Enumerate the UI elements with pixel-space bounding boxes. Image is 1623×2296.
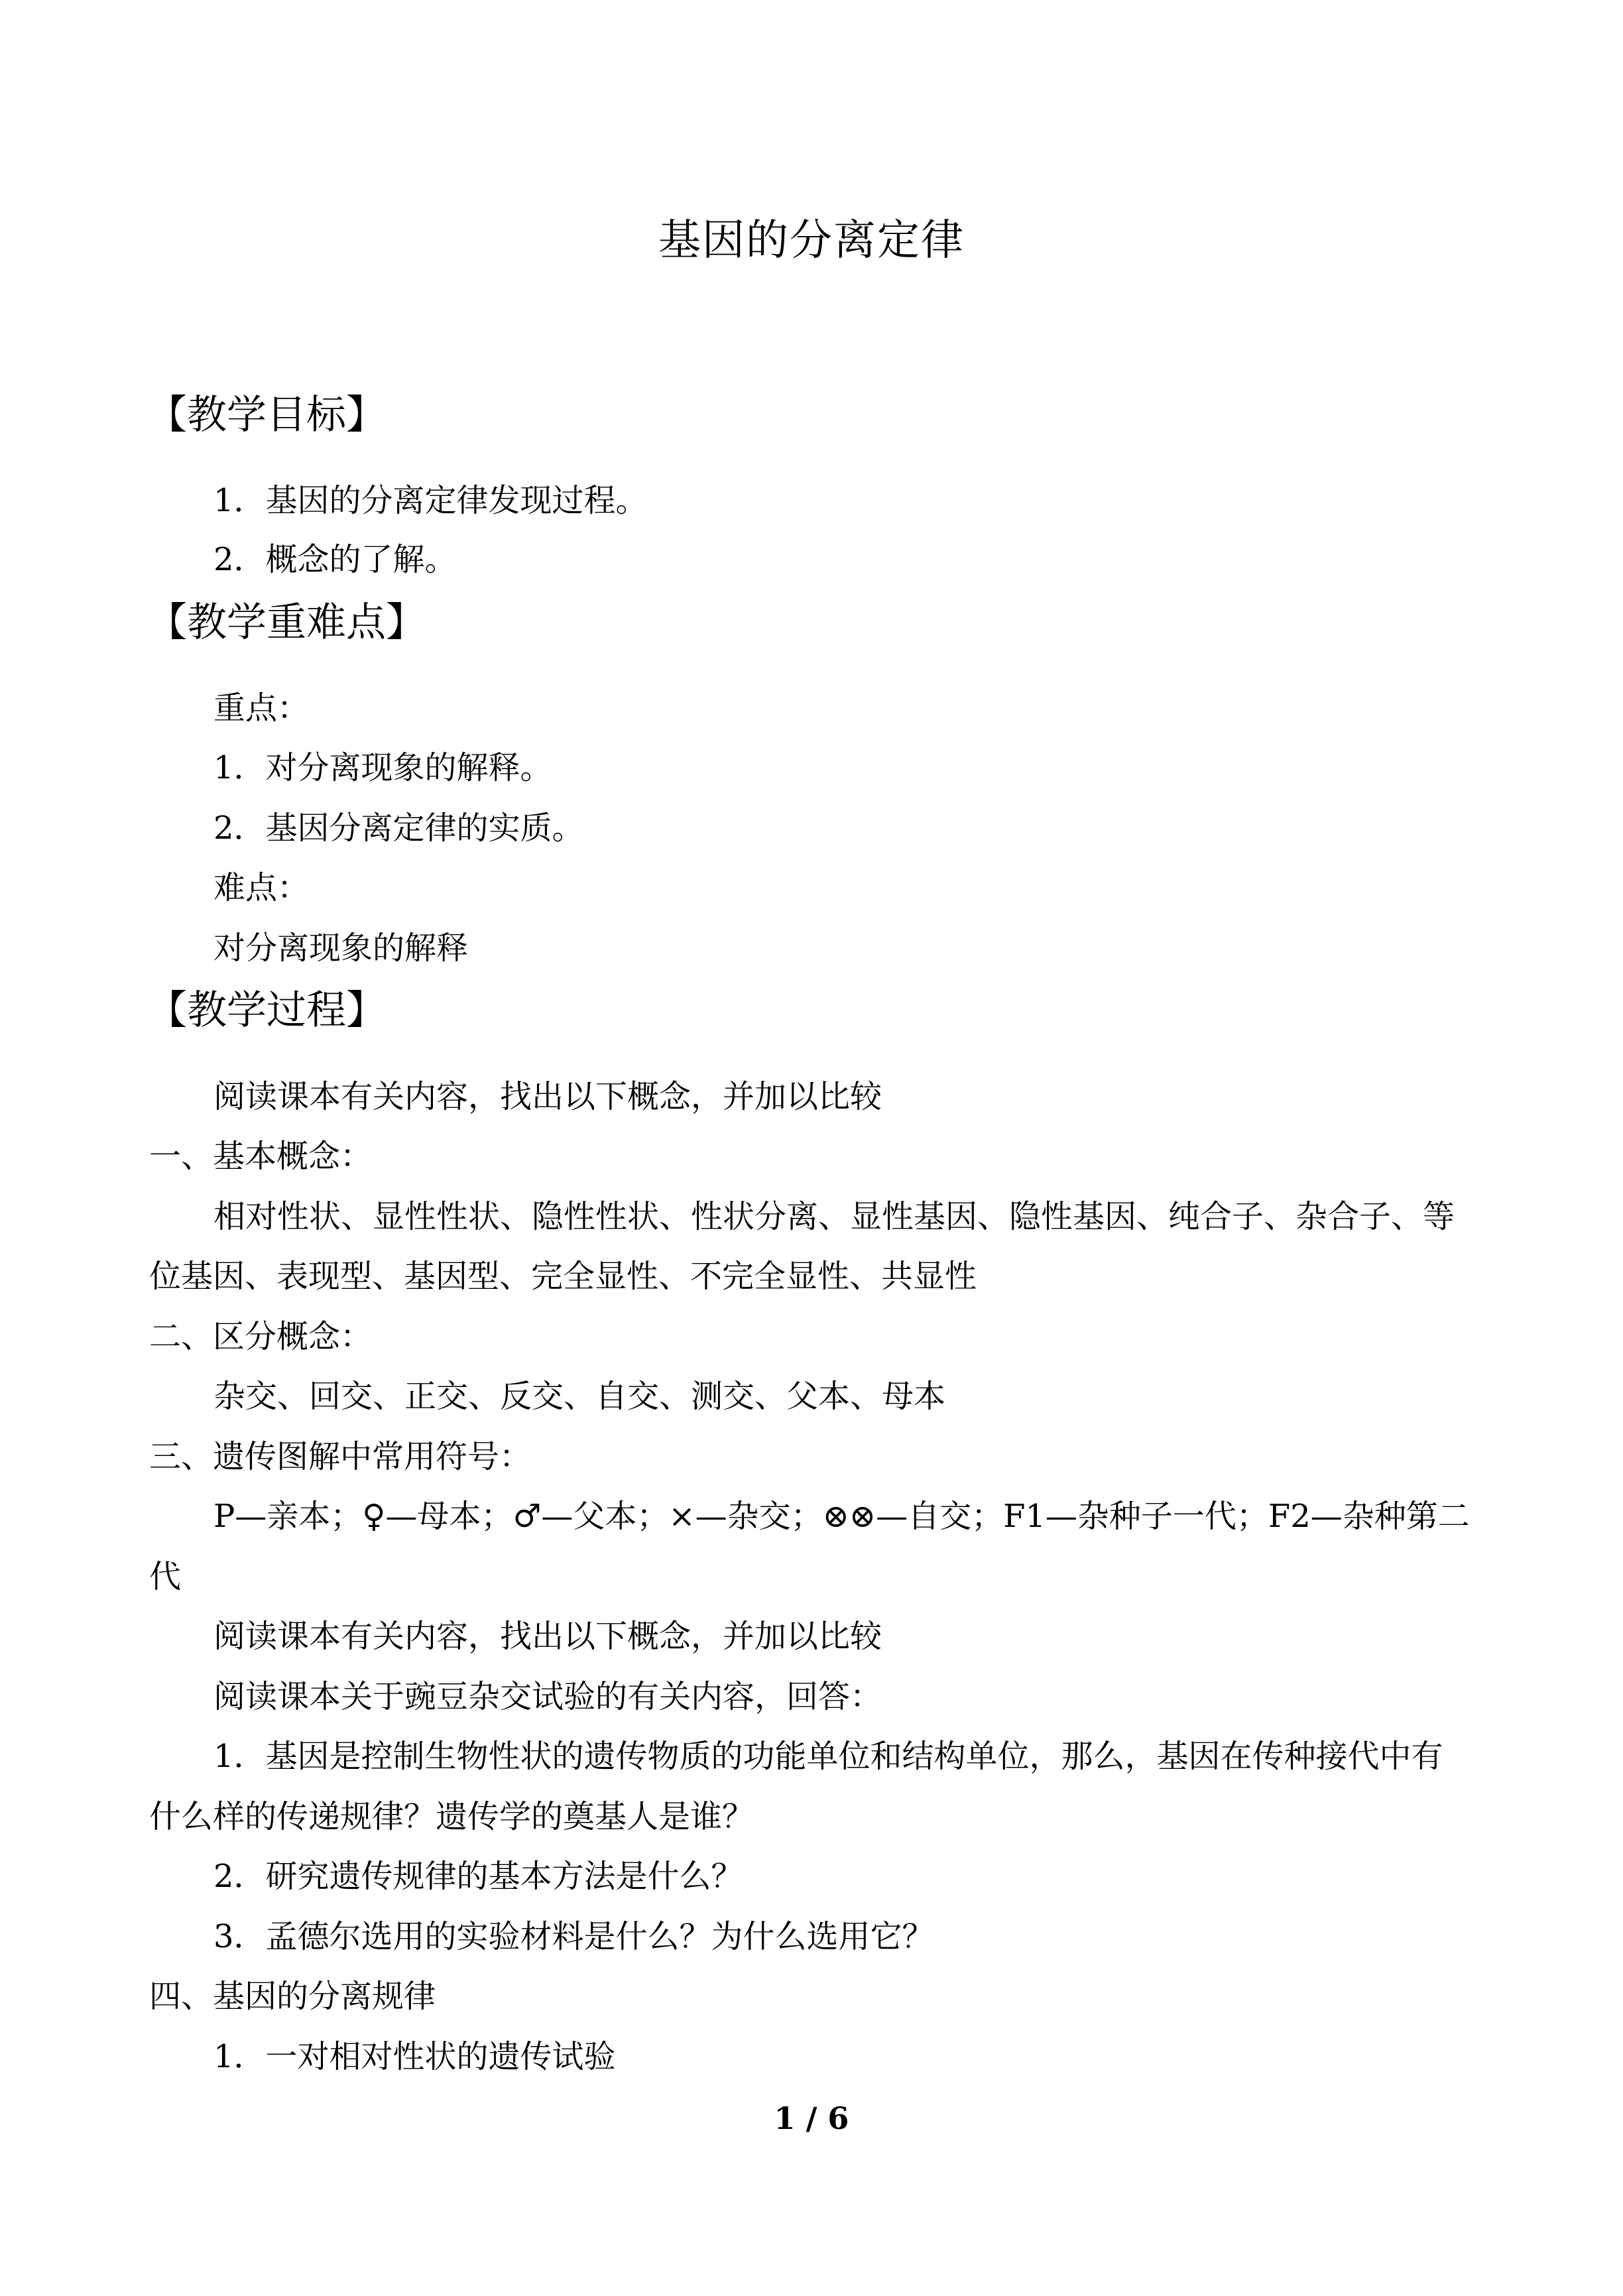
symbols-line-2: 代 xyxy=(149,1558,182,1595)
reading-2: 阅读课本关于豌豆杂交试验的有关内容，回答： xyxy=(213,1678,882,1715)
basic-concepts-line-1: 相对性状、显性性状、隐性性状、性状分离、显性基因、隐性基因、纯合子、杂合子、等 xyxy=(213,1198,1455,1235)
difficult-label: 难点： xyxy=(213,869,310,906)
key-label: 重点： xyxy=(213,690,310,727)
question-1-line-2: 什么样的传递规律？遗传学的奠基人是谁？ xyxy=(149,1798,754,1835)
process-heading: 【教学过程】 xyxy=(147,987,386,1034)
question-3: 3．孟德尔选用的实验材料是什么？为什么选用它？ xyxy=(213,1918,934,1955)
objective-item-1: 1．基因的分离定律发现过程。 xyxy=(213,482,648,519)
page-number: 1 / 6 xyxy=(774,2100,849,2136)
distinguish-heading: 二、区分概念： xyxy=(149,1318,373,1355)
page-title: 基因的分离定律 xyxy=(658,216,965,265)
basic-concepts-line-2: 位基因、表现型、基因型、完全显性、不完全显性、共显性 xyxy=(149,1258,977,1295)
symbols-heading: 三、遗传图解中常用符号： xyxy=(149,1438,532,1475)
objectives-heading: 【教学目标】 xyxy=(147,392,386,438)
question-1-line-1: 1．基因是控制生物性状的遗传物质的功能单位和结构单位，那么，基因在传种接代中有 xyxy=(213,1738,1443,1775)
segregation-heading: 四、基因的分离规律 xyxy=(149,1978,436,2015)
segregation-item-1: 1．一对相对性状的遗传试验 xyxy=(213,2038,616,2075)
distinguish-text: 杂交、回交、正交、反交、自交、测交、父本、母本 xyxy=(213,1378,946,1415)
question-2: 2．研究遗传规律的基本方法是什么？ xyxy=(213,1858,743,1895)
basic-concepts-heading: 一、基本概念： xyxy=(149,1138,373,1175)
key-item-2: 2．基因分离定律的实质。 xyxy=(213,810,584,847)
objective-item-2: 2．概念的了解。 xyxy=(213,541,457,578)
process-intro: 阅读课本有关内容，找出以下概念，并加以比较 xyxy=(213,1078,882,1115)
key-points-heading: 【教学重难点】 xyxy=(147,599,426,646)
key-item-1: 1．对分离现象的解释。 xyxy=(213,749,552,786)
reading-1: 阅读课本有关内容，找出以下概念，并加以比较 xyxy=(213,1618,882,1655)
difficult-text: 对分离现象的解释 xyxy=(213,930,469,967)
symbols-line-1: P—亲本；♀—母本；♂—父本；×—杂交；⊗⊗—自交；F1—杂种子一代；F2—杂种第二 xyxy=(213,1498,1470,1535)
